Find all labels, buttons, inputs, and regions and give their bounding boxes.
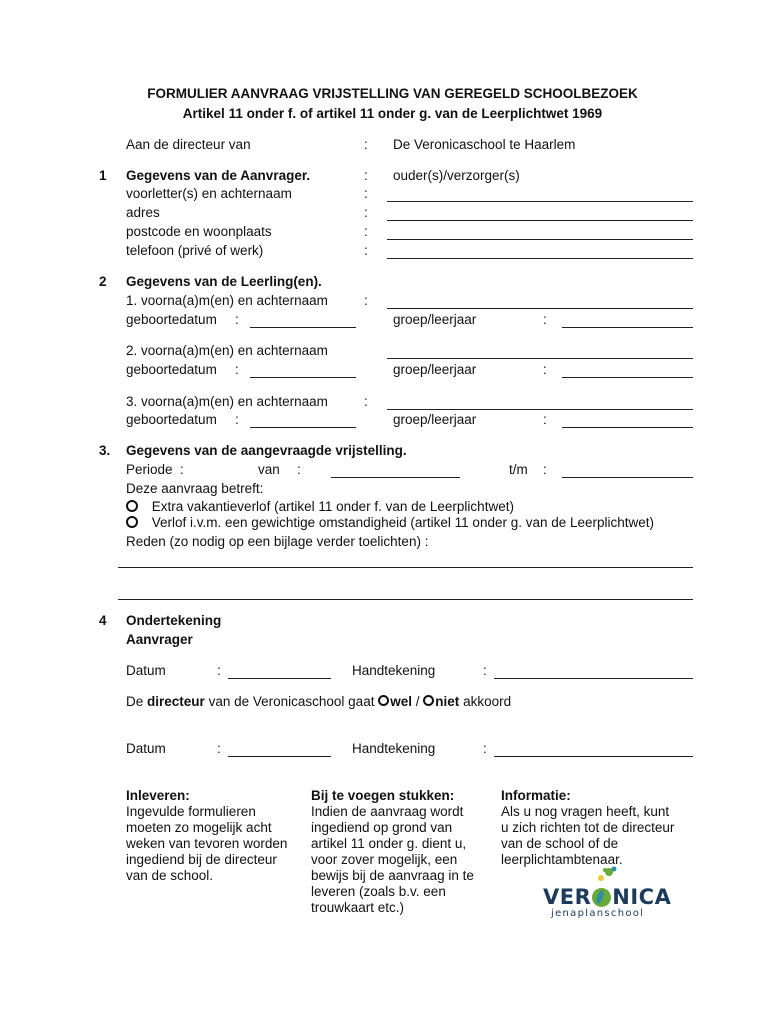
colon: :	[483, 741, 487, 756]
phone-input-line[interactable]	[387, 258, 693, 259]
colon: :	[217, 663, 221, 678]
veronica-logo	[543, 866, 672, 922]
colon: :	[235, 362, 239, 377]
director-signature-line[interactable]	[494, 756, 693, 757]
colon: :	[543, 362, 547, 377]
student1-name-label: 1. voorna(a)m(en) en achternaam	[126, 293, 328, 308]
footer-line: moeten zo mogelijk acht	[126, 820, 272, 835]
field-label-initials: voorletter(s) en achternaam	[126, 186, 292, 201]
colon: :	[364, 205, 368, 220]
footer-line: Als u nog vragen heeft, kunt	[501, 804, 670, 819]
student1-group-label: groep/leerjaar	[393, 312, 477, 327]
initials-input-line[interactable]	[387, 201, 693, 202]
footer-line: van de school of de	[501, 836, 619, 851]
logo-wordmark	[543, 886, 671, 908]
reason-line-1[interactable]	[118, 567, 693, 568]
footer-line: u zich richten tot de directeur	[501, 820, 675, 835]
footer-line: weken van tevoren worden	[126, 836, 288, 851]
student1-name-line[interactable]	[387, 308, 693, 309]
director-pre: De	[126, 694, 144, 709]
section4-heading: Ondertekening	[126, 613, 222, 628]
radio-circle-icon[interactable]	[126, 500, 138, 512]
option-extra-leave-label: Extra vakantieverlof (artikel 11 onder f. van de Leerplichtwet)	[151, 499, 514, 514]
section2-heading: Gegevens van de Leerling(en).	[126, 274, 322, 289]
director-date-label: Datum	[126, 741, 166, 756]
colon: :	[543, 412, 547, 427]
director-date-line[interactable]	[228, 756, 331, 757]
colon: :	[364, 394, 368, 409]
option-extra-leave[interactable]	[126, 499, 514, 515]
logo-subtitle: jenaplanschool	[551, 908, 645, 919]
footer-line: artikel 11 onder g. dient u,	[311, 836, 467, 851]
applicant-date-label: Datum	[126, 663, 166, 678]
footer-line: ingediend op grond van	[311, 820, 453, 835]
postcode-input-line[interactable]	[387, 239, 693, 240]
student3-name-label: 3. voorna(a)m(en) en achternaam	[126, 394, 328, 409]
request-concerns-label: Deze aanvraag betreft:	[126, 481, 264, 496]
logo-right: NICA	[612, 885, 672, 909]
colon: :	[364, 243, 368, 258]
student3-group-label: groep/leerjaar	[393, 412, 477, 427]
student1-birth-label: geboortedatum	[126, 312, 217, 327]
footer-attachments	[311, 788, 474, 916]
applicant-signature-line[interactable]	[494, 678, 693, 679]
footer-line: van de school.	[126, 868, 214, 883]
to-label: t/m	[509, 462, 528, 477]
student2-birth-label: geboortedatum	[126, 362, 217, 377]
slash: /	[415, 694, 420, 709]
director-mid: van de Veronicaschool gaat	[208, 694, 375, 709]
option-special-leave-label: Verlof i.v.m. een gewichtige omstandigheid (artikel 11 onder g. van de Leerplichtwet)	[151, 515, 655, 530]
section4-subheading: Aanvrager	[126, 632, 193, 647]
radio-circle-icon[interactable]	[126, 516, 138, 528]
form-title: FORMULIER AANVRAAG VRIJSTELLING VAN GEREGELD SCHOOLBEZOEK	[147, 86, 638, 101]
reason-label: Reden (zo nodig op een bijlage verder toelichten) :	[126, 534, 429, 549]
student1-group-line[interactable]	[562, 327, 693, 328]
colon: :	[235, 312, 239, 327]
field-label-postcode: postcode en woonplaats	[126, 224, 272, 239]
student1-birth-line[interactable]	[250, 327, 356, 328]
colon: :	[543, 312, 547, 327]
footer-line: bewijs bij de aanvraag in te	[311, 868, 474, 883]
radio-yes-icon[interactable]	[378, 695, 389, 706]
footer-line: ingediend bij de directeur	[126, 852, 277, 867]
director-post: akkoord	[463, 694, 512, 709]
colon: :	[364, 168, 368, 183]
intro-school: De Veronicaschool te Haarlem	[393, 137, 576, 152]
intro-colon: :	[364, 137, 368, 152]
student2-group-label: groep/leerjaar	[393, 362, 477, 377]
footer-line: trouwkaart etc.)	[311, 900, 405, 915]
footer-submit-title: Inleveren:	[126, 788, 190, 803]
student2-name-label: 2. voorna(a)m(en) en achternaam	[126, 343, 328, 358]
field-label-phone: telefoon (privé of werk)	[126, 243, 264, 258]
applicant-date-line[interactable]	[228, 678, 331, 679]
option-yes: wel	[390, 694, 412, 709]
radio-no-icon[interactable]	[423, 695, 434, 706]
footer-line: leveren (zoals b.v. een	[311, 884, 446, 899]
footer-info-title: Informatie:	[501, 788, 571, 803]
director-word: directeur	[147, 694, 205, 709]
student3-name-line[interactable]	[387, 409, 693, 410]
option-special-leave[interactable]	[126, 515, 654, 531]
colon: :	[217, 741, 221, 756]
address-input-line[interactable]	[387, 220, 693, 221]
student2-group-line[interactable]	[562, 377, 693, 378]
footer-line: Ingevulde formulieren	[126, 804, 256, 819]
student3-group-line[interactable]	[562, 427, 693, 428]
section1-heading: Gegevens van de Aanvrager.	[126, 168, 311, 183]
section1-number: 1	[99, 168, 107, 183]
section3-number: 3.	[99, 443, 111, 458]
colon: :	[297, 462, 301, 477]
footer-attachments-title: Bij te voegen stukken:	[311, 788, 455, 803]
field-label-address: adres	[126, 205, 160, 220]
footer-line: voor zover mogelijk, een	[311, 852, 458, 867]
student2-name-line[interactable]	[387, 358, 693, 359]
footer-line: Indien de aanvraag wordt	[311, 804, 464, 819]
from-label: van	[258, 462, 280, 477]
footer-submit	[126, 788, 287, 884]
director-signature-label: Handtekening	[352, 741, 436, 756]
colon: :	[364, 224, 368, 239]
period-to-line[interactable]	[562, 477, 693, 478]
director-agreement	[126, 694, 511, 710]
section2-number: 2	[99, 274, 107, 289]
option-no: niet	[435, 694, 460, 709]
colon: :	[180, 462, 184, 477]
student3-birth-label: geboortedatum	[126, 412, 217, 427]
colon: :	[364, 186, 368, 201]
colon: :	[364, 293, 368, 308]
period-label: Periode	[126, 462, 173, 477]
reason-line-2[interactable]	[118, 599, 693, 600]
section4-number: 4	[99, 613, 107, 628]
section3-heading: Gegevens van de aangevraagde vrijstelling.	[126, 443, 407, 458]
logo-left: VER	[543, 885, 592, 909]
applicant-type: ouder(s)/verzorger(s)	[393, 168, 520, 183]
period-from-line[interactable]	[331, 477, 460, 478]
student2-birth-line[interactable]	[250, 377, 356, 378]
form-subtitle: Artikel 11 onder f. of artikel 11 onder g. van de Leerplichtwet 1969	[182, 106, 603, 121]
footer-info	[501, 788, 674, 868]
student3-birth-line[interactable]	[250, 427, 356, 428]
colon: :	[235, 412, 239, 427]
logo-o-icon	[592, 888, 611, 907]
colon: :	[483, 663, 487, 678]
colon: :	[543, 462, 547, 477]
footer-line: leerplichtambtenaar.	[501, 852, 623, 867]
intro-label: Aan de directeur van	[126, 137, 251, 152]
applicant-signature-label: Handtekening	[352, 663, 436, 678]
